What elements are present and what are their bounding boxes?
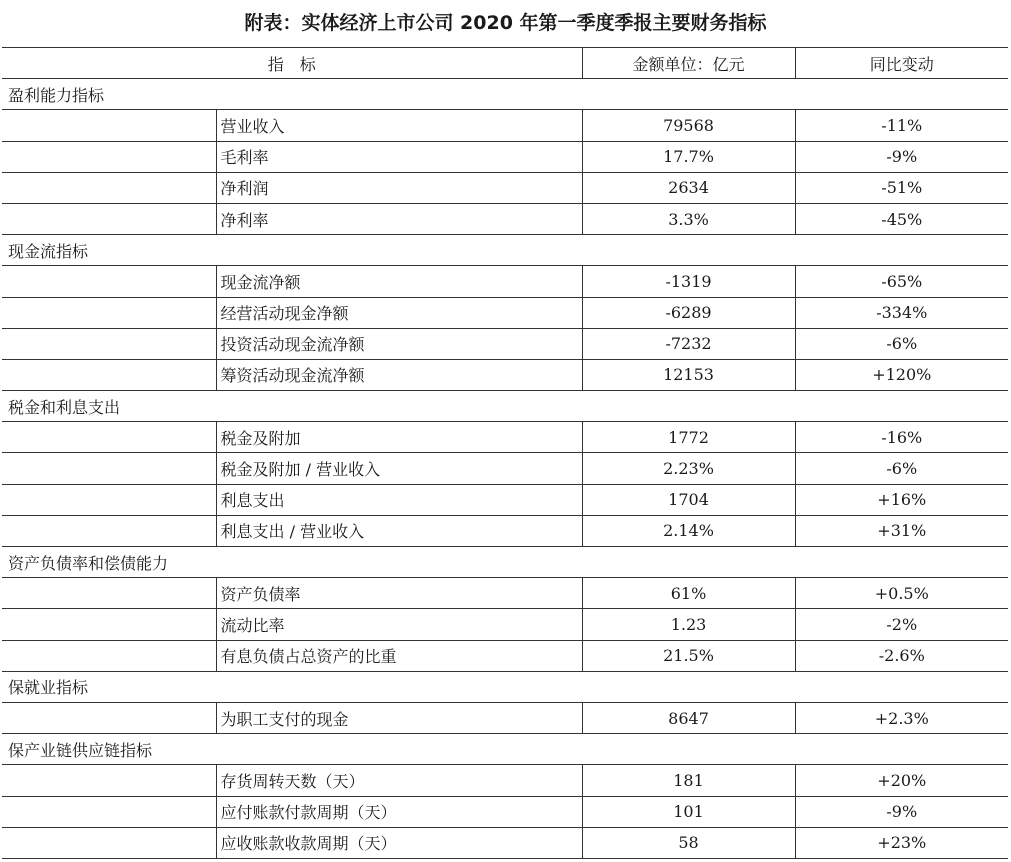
change-value: +16% [795,484,1008,515]
category-label: 资产负债率和偿债能力 [2,547,1008,578]
table-row [2,172,1008,203]
indicator-name: 现金流净额 [216,266,582,297]
amount-value: 21.5% [582,640,795,671]
blank-cell [2,422,216,453]
indicator-name: 资产负债率 [216,578,582,609]
table-row [2,203,1008,234]
amount-value: -7232 [582,328,795,359]
indicator-name: 税金及附加 / 营业收入 [216,453,582,484]
indicator-name: 应付账款付款周期（天） [216,796,582,827]
table-row [2,422,1008,453]
table-row [2,578,1008,609]
blank-cell [2,110,216,141]
category-row [2,734,1008,765]
amount-value: 1772 [582,422,795,453]
category-label: 保就业指标 [2,671,1008,702]
amount-value: 79568 [582,110,795,141]
indicator-name: 税金及附加 [216,422,582,453]
change-value: -45% [795,203,1008,234]
indicator-name: 有息负债占总资产的比重 [216,640,582,671]
blank-cell [2,640,216,671]
blank-cell [2,359,216,390]
table-row [2,359,1008,390]
blank-cell [2,609,216,640]
blank-cell [2,765,216,796]
change-value: -2.6% [795,640,1008,671]
blank-cell [2,578,216,609]
indicator-name: 筹资活动现金流净额 [216,359,582,390]
indicator-name: 存货周转天数（天） [216,765,582,796]
header-row [2,48,1008,79]
table-row [2,827,1008,858]
indicator-name: 经营活动现金净额 [216,297,582,328]
table-row [2,328,1008,359]
indicator-name: 毛利率 [216,141,582,172]
blank-cell [2,453,216,484]
change-value: +120% [795,359,1008,390]
amount-value: 101 [582,796,795,827]
indicator-name: 营业收入 [216,110,582,141]
change-value: +2.3% [795,702,1008,733]
change-value: -334% [795,297,1008,328]
amount-value: 2634 [582,172,795,203]
indicator-name: 流动比率 [216,609,582,640]
table-row [2,765,1008,796]
change-value: +20% [795,765,1008,796]
blank-cell [2,827,216,858]
blank-cell [2,328,216,359]
category-row [2,79,1008,110]
table-row [2,515,1008,546]
header-amount: 金额单位：亿元 [582,48,795,79]
change-value: -6% [795,328,1008,359]
indicator-name: 净利润 [216,172,582,203]
amount-value: -6289 [582,297,795,328]
indicator-name: 净利率 [216,203,582,234]
change-value: -2% [795,609,1008,640]
table-body [2,79,1008,859]
blank-cell [2,297,216,328]
amount-value: 58 [582,827,795,858]
indicator-name: 为职工支付的现金 [216,702,582,733]
table-title: 附表：实体经济上市公司 2020 年第一季度季报主要财务指标 [244,12,767,34]
table-row [2,609,1008,640]
amount-value: 1.23 [582,609,795,640]
indicator-name: 利息支出 / 营业收入 [216,515,582,546]
category-label: 税金和利息支出 [2,391,1008,422]
amount-value: 2.23% [582,453,795,484]
table-row [2,796,1008,827]
amount-value: 1704 [582,484,795,515]
header-change: 同比变动 [795,48,1008,79]
amount-value: 17.7% [582,141,795,172]
header-indicator: 指 标 [2,48,582,79]
blank-cell [2,796,216,827]
table-row [2,640,1008,671]
category-row [2,391,1008,422]
category-label: 保产业链供应链指标 [2,734,1008,765]
change-value: +23% [795,827,1008,858]
category-label: 盈利能力指标 [2,79,1008,110]
category-row [2,671,1008,702]
change-value: -11% [795,110,1008,141]
category-row [2,235,1008,266]
change-value: -6% [795,453,1008,484]
amount-value: 3.3% [582,203,795,234]
change-value: +31% [795,515,1008,546]
amount-value: 8647 [582,702,795,733]
table-row [2,266,1008,297]
change-value: -16% [795,422,1008,453]
category-row [2,547,1008,578]
change-value: -51% [795,172,1008,203]
category-label: 现金流指标 [2,235,1008,266]
blank-cell [2,702,216,733]
blank-cell [2,266,216,297]
financial-indicators-table [2,47,1008,859]
table-row [2,110,1008,141]
amount-value: 61% [582,578,795,609]
amount-value: 181 [582,765,795,796]
table-row [2,484,1008,515]
change-value: +0.5% [795,578,1008,609]
blank-cell [2,141,216,172]
indicator-name: 应收账款收款周期（天） [216,827,582,858]
change-value: -9% [795,141,1008,172]
table-row [2,453,1008,484]
change-value: -9% [795,796,1008,827]
table-row [2,141,1008,172]
table-row [2,702,1008,733]
indicator-name: 投资活动现金流净额 [216,328,582,359]
amount-value: 12153 [582,359,795,390]
amount-value: -1319 [582,266,795,297]
change-value: -65% [795,266,1008,297]
blank-cell [2,203,216,234]
amount-value: 2.14% [582,515,795,546]
table-row [2,297,1008,328]
indicator-name: 利息支出 [216,484,582,515]
blank-cell [2,172,216,203]
blank-cell [2,515,216,546]
blank-cell [2,484,216,515]
